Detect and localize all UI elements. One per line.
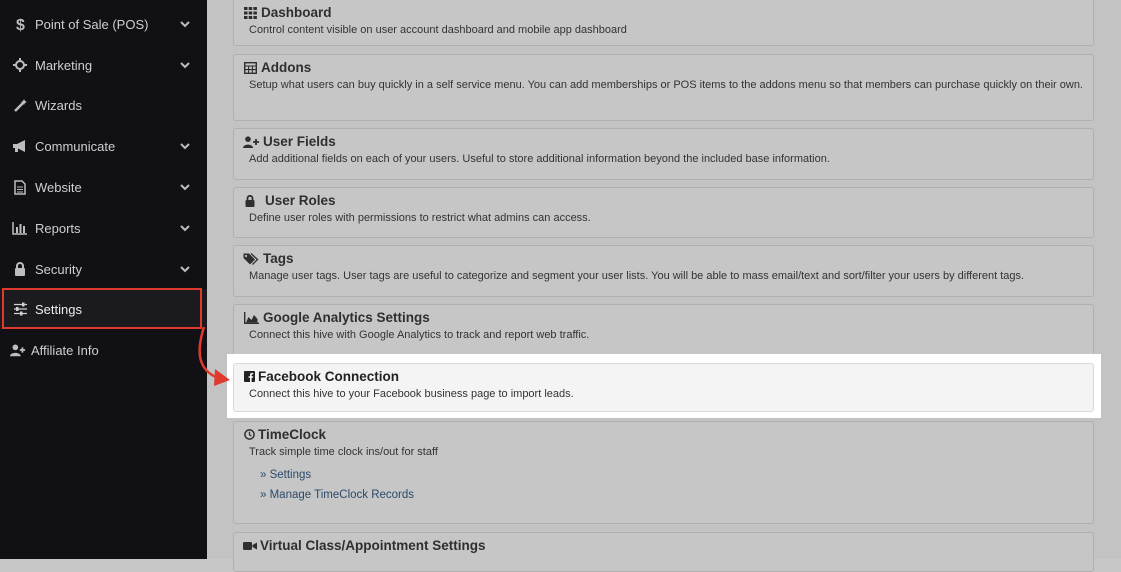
card-description: Connect this hive with Google Analytics to track and report web traffic. [249, 329, 590, 341]
video-camera-icon [243, 539, 257, 553]
card-title: TimeClock [258, 427, 327, 442]
bar-chart-icon [12, 220, 28, 236]
focus-spotlight [227, 354, 1101, 418]
card-description: Define user roles with permissions to restrict what admins can access. [249, 212, 591, 224]
sidebar-item-label: Affiliate Info [31, 342, 99, 358]
clock-icon [243, 428, 255, 442]
card-user-roles[interactable] [233, 187, 1094, 238]
area-chart-icon [243, 311, 259, 325]
sidebar-item-label: Marketing [35, 57, 93, 73]
card-description: Connect this hive to your Facebook business page to import leads. [249, 388, 574, 400]
lock-icon [243, 194, 257, 208]
card-title: User Roles [265, 193, 336, 208]
card-title-row [243, 60, 1083, 75]
card-title-row [243, 193, 1083, 208]
timeclock-settings-link[interactable]: » Settings [260, 469, 312, 481]
user-plus-icon [10, 342, 26, 358]
tags-icon [243, 252, 259, 266]
card-title-row [243, 5, 1083, 20]
card-title: Dashboard [261, 5, 332, 20]
card-description: Setup what users can buy quickly in a self service menu. You can add memberships or POS items to the addons menu so that members can purchase quickly on their own. [249, 79, 1083, 91]
card-title-row [243, 134, 1083, 149]
sidebar-item-pos[interactable] [0, 4, 207, 44]
sidebar-item-affiliate[interactable] [0, 330, 207, 370]
sidebar-item-marketing[interactable] [0, 45, 207, 85]
card-title: Facebook Connection [258, 369, 400, 384]
sidebar-item-wizards[interactable] [0, 85, 207, 125]
sidebar-item-label: Website [35, 179, 82, 195]
svg-text:$: $ [16, 17, 25, 32]
chevron-down-icon [179, 263, 191, 275]
card-google-analytics[interactable] [233, 304, 1094, 356]
chevron-down-icon [179, 59, 191, 71]
sidebar-item-settings[interactable] [0, 289, 207, 329]
card-timeclock[interactable] [233, 421, 1094, 524]
crosshair-icon [12, 57, 28, 73]
card-tags[interactable] [233, 245, 1094, 297]
card-description: Manage user tags. User tags are useful to categorize and segment your user lists. You will be able to mass email/text and sort/filter your users by different tags. [249, 270, 1025, 282]
sidebar-item-label: Wizards [35, 97, 82, 113]
card-virtual-class[interactable] [233, 532, 1094, 572]
magic-wand-icon [12, 97, 28, 113]
lock-icon [12, 261, 28, 277]
card-addons[interactable] [233, 54, 1094, 121]
chevron-down-icon [179, 222, 191, 234]
sidebar-item-communicate[interactable] [0, 126, 207, 166]
file-icon [12, 179, 28, 195]
facebook-icon [243, 370, 255, 384]
sliders-icon [12, 301, 28, 317]
card-dashboard[interactable] [233, 0, 1094, 46]
card-title-row [243, 251, 1083, 266]
megaphone-icon [12, 138, 28, 154]
card-facebook-connection[interactable] [233, 363, 1094, 412]
card-title-row [243, 369, 1083, 384]
timeclock-records-link[interactable]: » Manage TimeClock Records [260, 489, 415, 501]
card-title: Virtual Class/Appointment Settings [260, 538, 486, 553]
sidebar-item-reports[interactable] [0, 208, 207, 248]
sidebar-item-label: Security [35, 261, 82, 277]
sidebar [0, 0, 207, 559]
card-description: Add additional fields on each of your users. Useful to store additional information beyond the included base information. [249, 153, 830, 165]
sidebar-item-label: Point of Sale (POS) [35, 16, 149, 32]
chevron-down-icon [179, 181, 191, 193]
card-user-fields[interactable] [233, 128, 1094, 180]
card-title-row [243, 427, 1083, 442]
table-icon [243, 61, 257, 75]
sidebar-item-security[interactable] [0, 249, 207, 289]
chevron-down-icon [179, 18, 191, 30]
user-plus-icon [243, 135, 259, 149]
card-description: Control content visible on user account dashboard and mobile app dashboard [249, 24, 627, 36]
card-title: Google Analytics Settings [263, 310, 430, 325]
card-title-row [243, 310, 1083, 325]
sidebar-item-label: Settings [35, 301, 82, 317]
dollar-icon [12, 16, 28, 32]
card-title: Tags [263, 251, 294, 266]
card-description: Track simple time clock ins/out for staff [249, 446, 438, 458]
sidebar-item-label: Reports [35, 220, 81, 236]
sidebar-item-website[interactable] [0, 167, 207, 207]
sidebar-item-label: Communicate [35, 138, 116, 154]
card-title: User Fields [263, 134, 336, 149]
chevron-down-icon [179, 140, 191, 152]
settings-main [207, 0, 1121, 559]
card-title: Addons [261, 60, 312, 75]
card-title-row [243, 538, 1083, 553]
grid-icon [243, 6, 257, 20]
